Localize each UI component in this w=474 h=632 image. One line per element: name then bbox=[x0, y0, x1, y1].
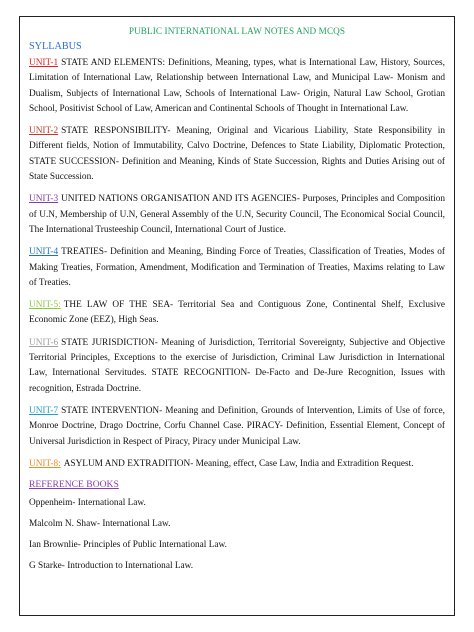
unit-label: UNIT-7 bbox=[29, 405, 59, 416]
document-title: PUBLIC INTERNATIONAL LAW NOTES AND MCQS bbox=[128, 26, 346, 36]
unit-label: UNIT-1 bbox=[29, 58, 59, 68]
unit-paragraph bbox=[29, 298, 445, 329]
unit-label: UNIT-5: bbox=[29, 300, 61, 311]
reference-books-heading: REFERENCE BOOKS bbox=[29, 479, 119, 491]
unit-label: UNIT-2 bbox=[29, 126, 59, 137]
unit-paragraph bbox=[29, 245, 445, 291]
reference-item: Oppenheim- International Law. bbox=[29, 498, 146, 509]
unit-paragraph bbox=[29, 124, 445, 185]
unit-label: UNIT-3 bbox=[29, 194, 59, 205]
unit-text: STATE INTERVENTION- Meaning and Definition, Grounds of Intervention, Limits of Use of force, Monroe Doctrine, Drago Doctrine, Corfu Channel Case. PIRACY- Definition, Essential Element, Concept of Universal Jurisdiction in Respect of Piracy, Piracy under Municipal Law. bbox=[29, 405, 445, 447]
unit-paragraph bbox=[29, 56, 445, 117]
unit-text: STATE JURISDICTION- Meaning of Jurisdiction, Territorial Sovereignty, Subjective and Objective Territorial Principles, Exceptions to the exercise of Jurisdiction, Criminal Law Jurisdiction in International Law, International Servitudes. STATE RECOGNITION- De-Facto and De-Jure Recognition, Issues with recognition, Estrada Doctrine. bbox=[29, 337, 445, 394]
unit-text: STATE RESPONSIBILITY- Meaning, Original and Vicarious Liability, State Responsibility in Different fields, Notion of Immutability, Calvo Doctrine, Defences to State Liability, Diplomatic Protection, STATE SUCCESSION- Definition and Meaning, Kinds of State Succession, Rights and Duties Arising out of State Succession. bbox=[29, 126, 445, 183]
reference-item: Ian Brownlie- Principles of Public International Law. bbox=[29, 540, 227, 551]
unit-paragraph bbox=[29, 457, 445, 472]
unit-text: ASYLUM AND EXTRADITION- Meaning, effect, Case Law, India and Extradition Request. bbox=[63, 458, 414, 469]
unit-label: UNIT-8: bbox=[29, 458, 61, 469]
unit-text: TREATIES- Definition and Meaning, Binding Force of Treaties, Classification of Treaties, Modes of Making Treaties, Formation, Amendment, Modification and Termination of Treaties, Maxims relating to Law of Treaties. bbox=[29, 247, 445, 288]
unit-text: STATE AND ELEMENTS: Definitions, Meaning, types, what is International Law, History, Sources, Limitation of International Law, Relationship between International Law, and Municipal Law- Monism and Dualism, Subjects of International Law, Schools of International Law- Origin, Natural Law School, Grotian School, Positivist School of Law, American and Continental Schools of Thought in International Law. bbox=[29, 58, 445, 114]
reference-list bbox=[29, 498, 445, 571]
unit-label: UNIT-4 bbox=[29, 247, 59, 258]
unit-paragraph bbox=[29, 336, 445, 397]
syllabus-heading: SYLLABUS bbox=[29, 41, 82, 52]
unit-list bbox=[29, 56, 445, 472]
unit-text: THE LAW OF THE SEA- Territorial Sea and Contiguous Zone, Continental Shelf, Exclusive Economic Zone (EEZ), High Seas. bbox=[29, 300, 445, 326]
unit-paragraph bbox=[29, 192, 445, 238]
reference-item: Malcolm N. Shaw- International Law. bbox=[29, 519, 171, 530]
unit-paragraph bbox=[29, 404, 445, 450]
unit-text: UNITED NATIONS ORGANISATION AND ITS AGENCIES- Purposes, Principles and Composition of U.N, Membership of U.N, General Assembly of the U.N, Security Council, The Economical Social Council, The International Trusteeship Council, International Court of Justice. bbox=[29, 194, 445, 235]
unit-label: UNIT-6 bbox=[29, 337, 59, 348]
document-page bbox=[19, 16, 455, 616]
reference-item: G Starke- Introduction to International Law. bbox=[29, 561, 194, 572]
